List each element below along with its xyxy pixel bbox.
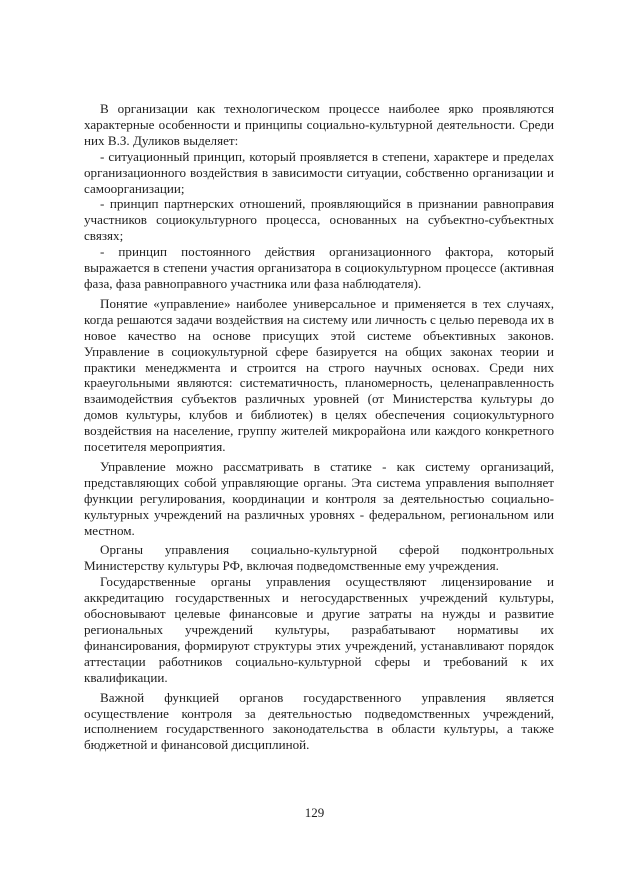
paragraph-management-statics: Управление можно рассматривать в статике - как систему организаций, представляющих собой управляющие органы. Эта система управления выполняет функции регулирования, координации и контроля за деятельностью социально-культурных учреждений на различных уровнях - федеральном, региональном или местном. <box>84 458 554 538</box>
page-number: 129 <box>304 805 325 820</box>
paragraph-management-concept: Понятие «управление» наиболее универсальное и применяется в тех случаях, когда решаются задачи воздействия на систему или личность с целью перевода их в новое качество на основе присущих этой системе объективных законов. Управление в социокультурной сфере базируется на общих законах теории и практики менеджмента и строится на строго научных основах. Среди них краеугольными являются: систематичность, планомерность, целенаправленность взаимодействия субъектов различных уровней (от Министерства культуры до домов культуры, клубов и библиотек) в целях обеспечения социокультурного воздействия на население, группу жителей микрорайона или каждого конкретного посетителя мероприятия. <box>84 295 554 455</box>
paragraph-constant-action-principle: - принцип постоянного действия организационного фактора, который выражается в степени участия организатора в социокультурном процессе (активная фаза, фаза равноправного участника или фаза наблюдателя). <box>84 244 554 291</box>
paragraph-management-bodies: Органы управления социально-культурной сферой подконтрольных Министерству культуры РФ, включая подведомственные ему учреждения. <box>84 542 554 574</box>
paragraph-partnership-principle: - принцип партнерских отношений, проявляющийся в признании равноправия участников социокультурного процесса, основанных на субъектно-субъектных связях; <box>84 196 554 244</box>
page-body <box>84 101 554 753</box>
paragraph-intro: В организации как технологическом процессе наиболее ярко проявляются характерные особенности и принципы социально-культурной деятельности. Среди них В.З. Дуликов выделяет: <box>84 101 554 148</box>
paragraph-control-function: Важной функцией органов государственного управления является осуществление контроля за деятельностью подведомственных учреждений, исполнением государственного законодательства в области культуры, а также бюджетной и финансовой дисциплиной. <box>84 689 554 753</box>
paragraph-state-bodies: Государственные органы управления осуществляют лицензирование и аккредитацию государственных и негосударственных учреждений культуры, обосновывают целевые финансовые и другие затраты на нужды и развитие региональных учреждений культуры, разрабатывают нормативы их финансирования, формируют структуры этих учреждений, устанавливают порядок аттестации работников социально-культурной сферы и требований к их квалификации. <box>84 574 554 685</box>
paragraph-situational-principle: - ситуационный принцип, который проявляется в степени, характере и пределах организационного воздействия в зависимости ситуации, собственно организации и самоорганизации; <box>84 148 554 196</box>
